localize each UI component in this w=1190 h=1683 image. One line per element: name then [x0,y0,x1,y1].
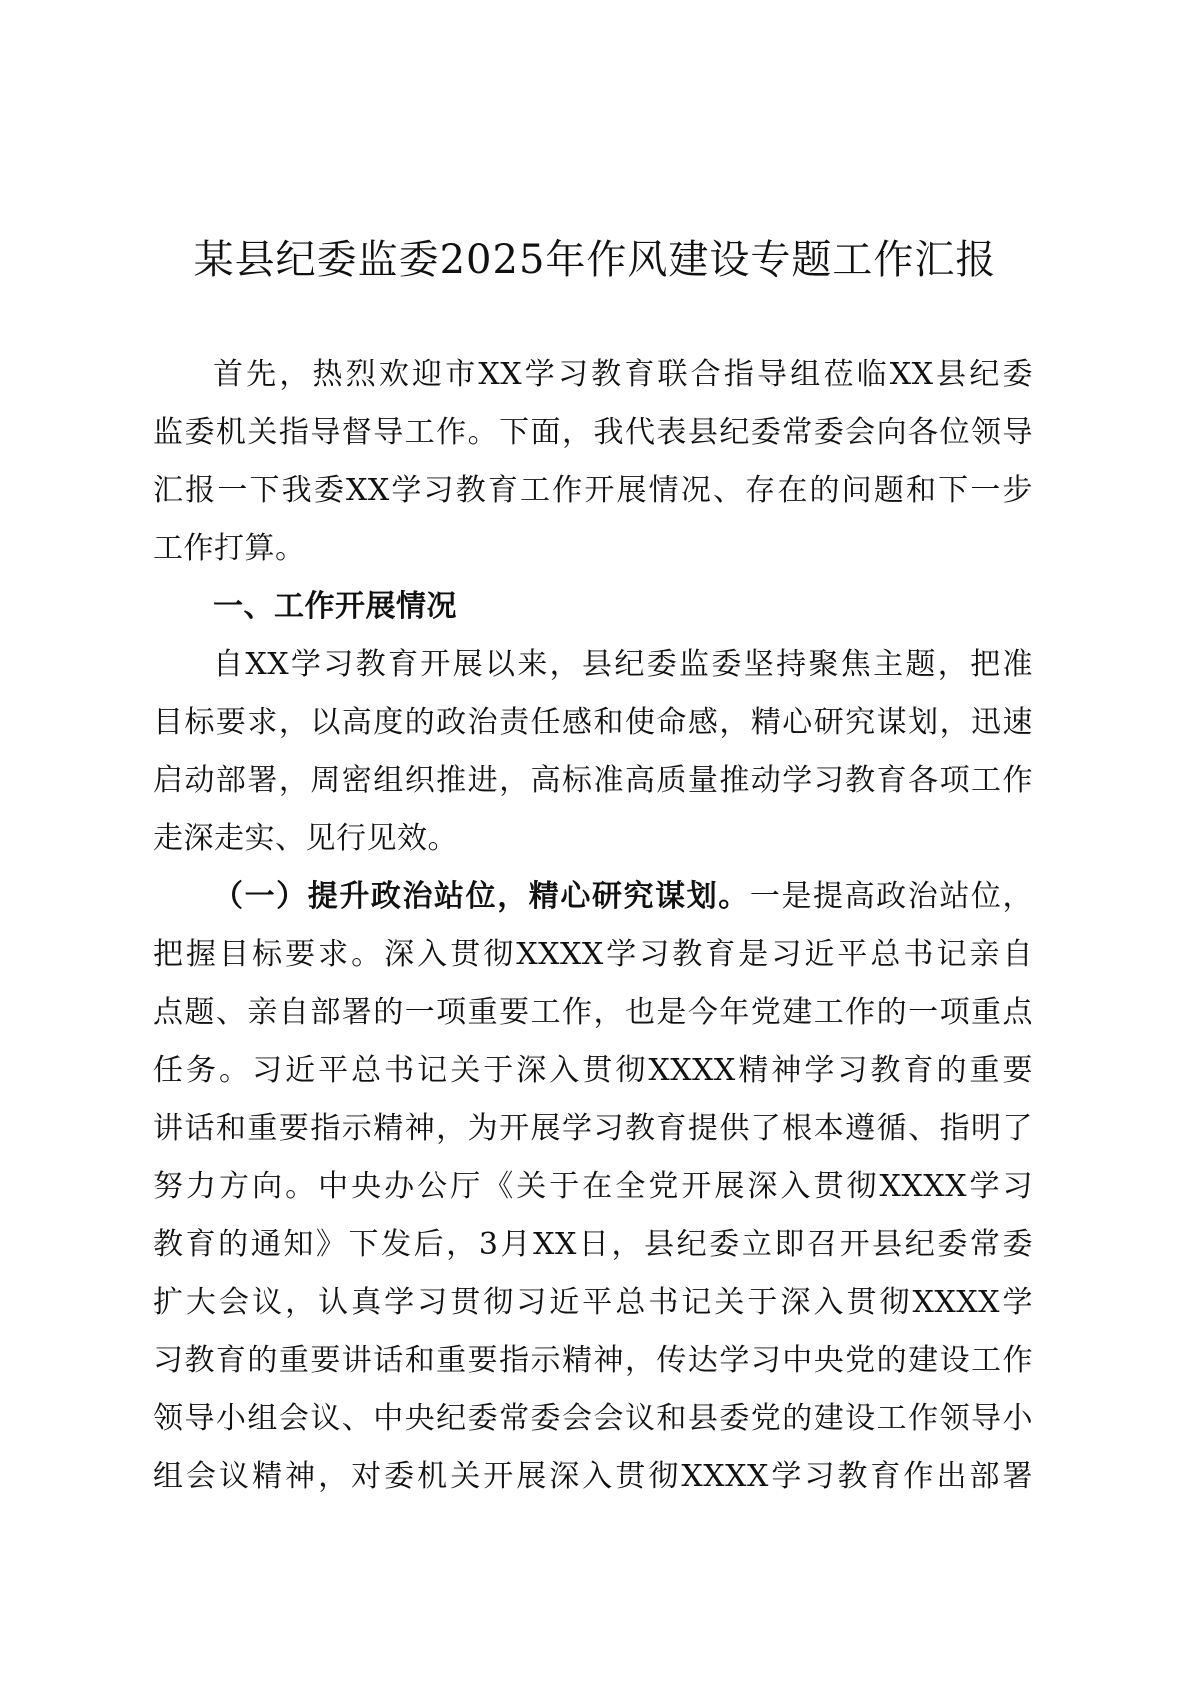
document-body [153,346,1033,1506]
paragraph-line: 扩大会议，认真学习贯彻习近平总书记关于深入贯彻XXXX学 [153,1285,1033,1320]
paragraph-line: 组会议精神，对委机关开展深入贯彻XXXX学习教育作出部署 [153,1459,1033,1494]
paragraph-line: 自XX学习教育开展以来，县纪委监委坚持聚焦主题，把准 [213,647,1033,682]
paragraph-line: 走深走实、见行见效。 [153,821,458,856]
section-heading: 一、工作开展情况 [213,589,457,624]
paragraph-line: 领导小组会议、中央纪委常委会会议和县委党的建设工作领导小 [153,1401,1033,1436]
paragraph-line: 把握目标要求。深入贯彻XXXX学习教育是习近平总书记亲自 [153,937,1033,972]
paragraph-line: 讲话和重要指示精神，为开展学习教育提供了根本遵循、指明了 [153,1111,1033,1146]
paragraph-line: 目标要求，以高度的政治责任感和使命感，精心研究谋划，迅速 [153,705,1033,740]
paragraph-line [153,868,1033,926]
subsection-heading: （一）提升政治站位，精心研究谋划。 [213,879,750,914]
document-title: 某县纪委监委2025年作风建设专题工作汇报 [193,237,997,283]
paragraph-line: 习教育的重要讲话和重要指示精神，传达学习中央党的建设工作 [153,1343,1033,1378]
paragraph-line: 任务。习近平总书记关于深入贯彻XXXX精神学习教育的重要 [153,1053,1033,1088]
paragraph-text: 一是提高政治站位， [749,879,1033,914]
paragraph-line: 监委机关指导督导工作。下面，我代表县纪委常委会向各位领导 [153,415,1033,450]
paragraph-line: 汇报一下我委XX学习教育工作开展情况、存在的问题和下一步 [153,473,1033,508]
paragraph-line: 教育的通知》下发后，3月XX日，县纪委立即召开县纪委常委 [153,1227,1033,1262]
paragraph-line: 启动部署，周密组织推进，高标准高质量推动学习教育各项工作 [153,763,1033,798]
paragraph-line: 点题、亲自部署的一项重要工作，也是今年党建工作的一项重点 [153,995,1033,1030]
paragraph-line: 努力方向。中央办公厅《关于在全党开展深入贯彻XXXX学习 [153,1169,1033,1204]
paragraph-line: 首先，热烈欢迎市XX学习教育联合指导组莅临XX县纪委 [213,357,1033,392]
paragraph-line: 工作打算。 [153,531,306,566]
